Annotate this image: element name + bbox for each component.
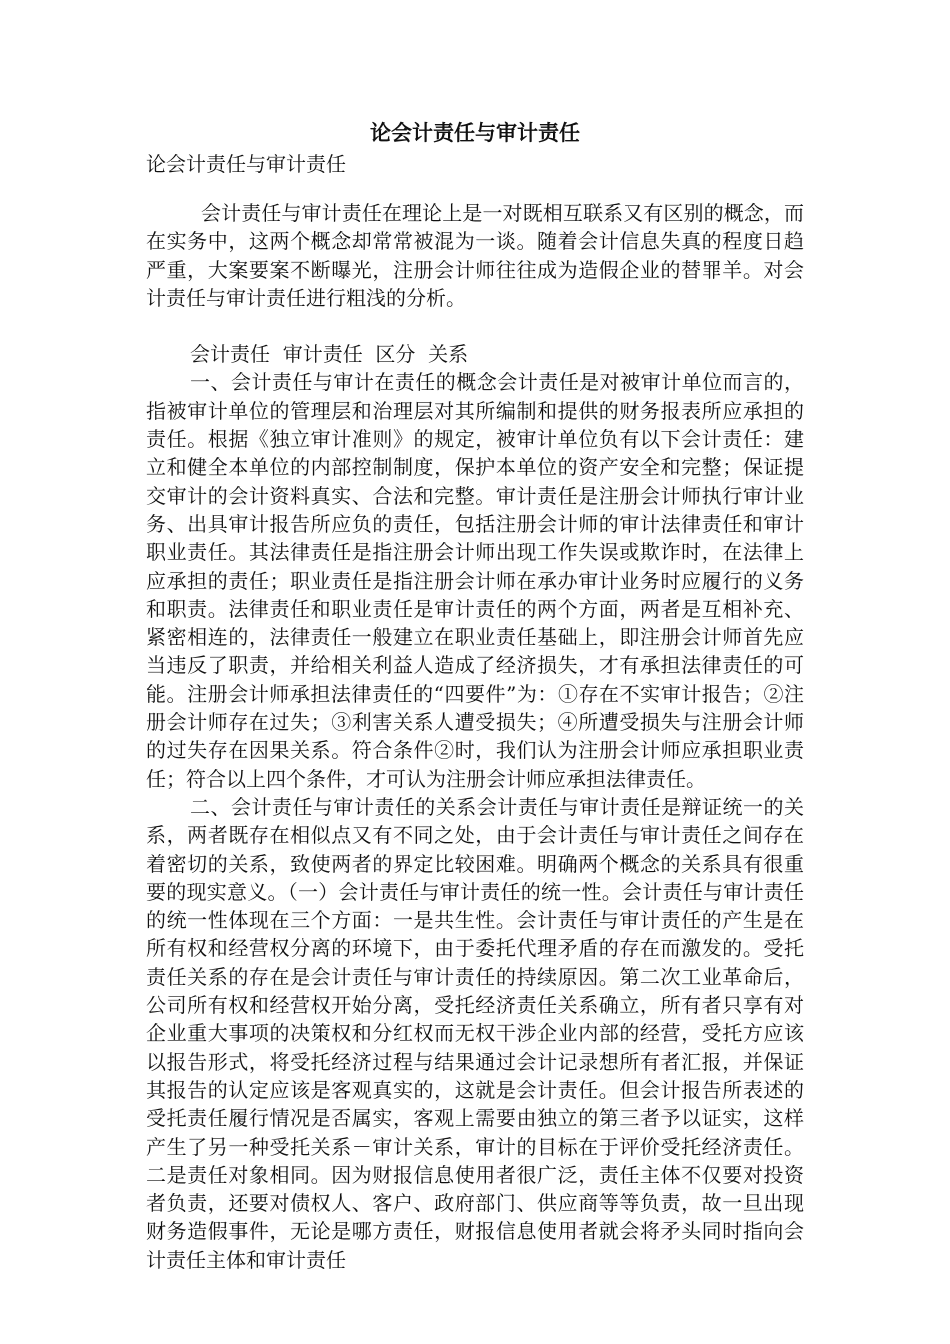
- keywords-line: 会计责任 审计责任 区分 关系: [190, 342, 469, 367]
- document-subtitle: 论会计责任与审计责任: [146, 152, 346, 176]
- document-title: 论会计责任与审计责任: [370, 121, 580, 145]
- section-1-paragraph: 一、会计责任与审计在责任的概念会计责任是对被审计单位而言的，指被审计单位的管理层和治理层对其所编制和提供的财务报表所应承担的责任。根据《独立审计准则》的规定，被审计单位负有以下会计责任：建立和健全本单位的内部控制制度，保护本单位的资产安全和完整；保证提交审计的会计资料真实、合法和完整。审计责任是注册会计师执行审计业务、出具审计报告所应负的责任，包括注册会计师的审计法律责任和审计职业责任。其法律责任是指注册会计师出现工作失误或欺诈时，在法律上应承担的责任；职业责任是指注册会计师在承办审计业务时应履行的义务和职责。法律责任和职业责任是审计责任的两个方面，两者是互相补充、紧密相连的，法律责任一般建立在职业责任基础上，即注册会计师首先应当违反了职责，并给相关利益人造成了经济损失，才有承担法律责任的可能。注册会计师承担法律责任的“四要件”为：①存在不实审计报告；②注册会计师存在过失；③利害关系人遭受损失；④所遭受损失与注册会计师的过失存在因果关系。符合条件②时，我们认为注册会计师应承担职业责任；符合以上四个条件，才可认为注册会计师应承担法律责任。: [146, 370, 804, 791]
- abstract-paragraph: 会计责任与审计责任在理论上是一对既相互联系又有区别的概念，而在实务中，这两个概念却常常被混为一谈。随着会计信息失真的程度日趋严重，大案要案不断曝光，注册会计师往往成为造假企业的替罪羊。对会计责任与审计责任进行粗浅的分析。: [146, 201, 804, 310]
- section-2-paragraph: 二、会计责任与审计责任的关系会计责任与审计责任是辩证统一的关系，两者既存在相似点又有不同之处，由于会计责任与审计责任之间存在着密切的关系，致使两者的界定比较困难。明确两个概念的关系具有很重要的现实意义。（一）会计责任与审计责任的统一性。会计责任与审计责任的统一性体现在三个方面：一是共生性。会计责任与审计责任的产生是在所有权和经营权分离的环境下，由于委托代理矛盾的存在而激发的。受托责任关系的存在是会计责任与审计责任的持续原因。第二次工业革命后，公司所有权和经营权开始分离，受托经济责任关系确立，所有者只享有对企业重大事项的决策权和分红权而无权干涉企业内部的经营，受托方应该以报告形式，将受托经济过程与结果通过会计记录想所有者汇报，并保证其报告的认定应该是客观真实的，这就是会计责任。但会计报告所表述的受托责任履行情况是否属实，客观上需要由独立的第三者予以证实，这样产生了另一种受托关系－审计关系，审计的目标在于评价受托经济责任。二是责任对象相同。因为财报信息使用者很广泛，责任主体不仅要对投资者负责，还要对债权人、客户、政府部门、供应商等等负责，故一旦出现财务造假事件，无论是哪方责任，财报信息使用者就会将矛头同时指向会计责任主体和审计责任: [146, 794, 804, 1272]
- document-body: [146, 199, 804, 1274]
